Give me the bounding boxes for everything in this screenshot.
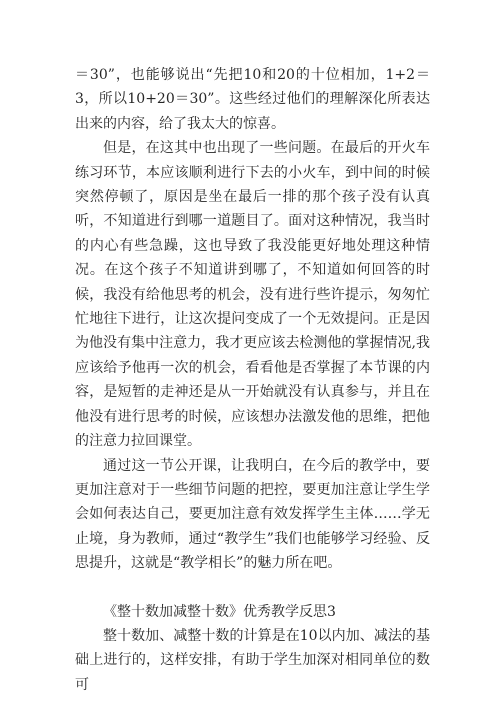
paragraph-continuation: ＝30”，也能够说出“先把10和20的十位相加，1+2＝3，所以10+20＝30”。这些经过他们的理解深化所表达出来的内容，给了我太大的惊喜。 — [75, 67, 430, 132]
document-body — [75, 63, 430, 697]
section-heading: 《整十数加减整十数》优秀教学反思3 — [103, 603, 336, 620]
paragraph-intro: 整十数加、减整十数的计算是在10以内加、减法的基础上进行的，这样安排，有助于学生加深对相同单位的数可 — [75, 627, 430, 693]
section-spacer — [75, 576, 430, 600]
paragraph-problems: 但是，在这其中也出现了一些问题。在最后的开火车练习环节，本应该顺利进行下去的小火车，到中间的时候突然停顿了，原因是坐在最后一排的那个孩子没有认真听，不知道进行到哪一道题目了。面对这种情况，我当时的内心有些急躁，这也导致了我没能更好地处理这种情况。在这个孩子不知道讲到哪了，不知道如何回答的时候，我没有给他思考的机会，没有进行些许提示，匆匆忙忙地往下进行，让这次提问变成了一个无效提问。正是因为他没有集中注意力，我才更应该去检测他的掌握情况,我应该给予他再一次的机会，看看他是否掌握了本节课的内容，是短暂的走神还是从一开始就没有认真参与，并且在他没有进行思考的时候，应该想办法激发他的思维，把他的注意力拉回课堂。 — [75, 140, 430, 450]
paragraph-conclusion: 通过这一节公开课，让我明白，在今后的教学中，要更加注意对于一些细节问题的把控，要更加注意让学生学会如何表达自己，要更加注意有效发挥学生主体……学无止境，身为教师，通过“教学生”我们也能够学习经验、反思提升，这就是“教学相长”的魅力所在吧。 — [75, 457, 430, 572]
